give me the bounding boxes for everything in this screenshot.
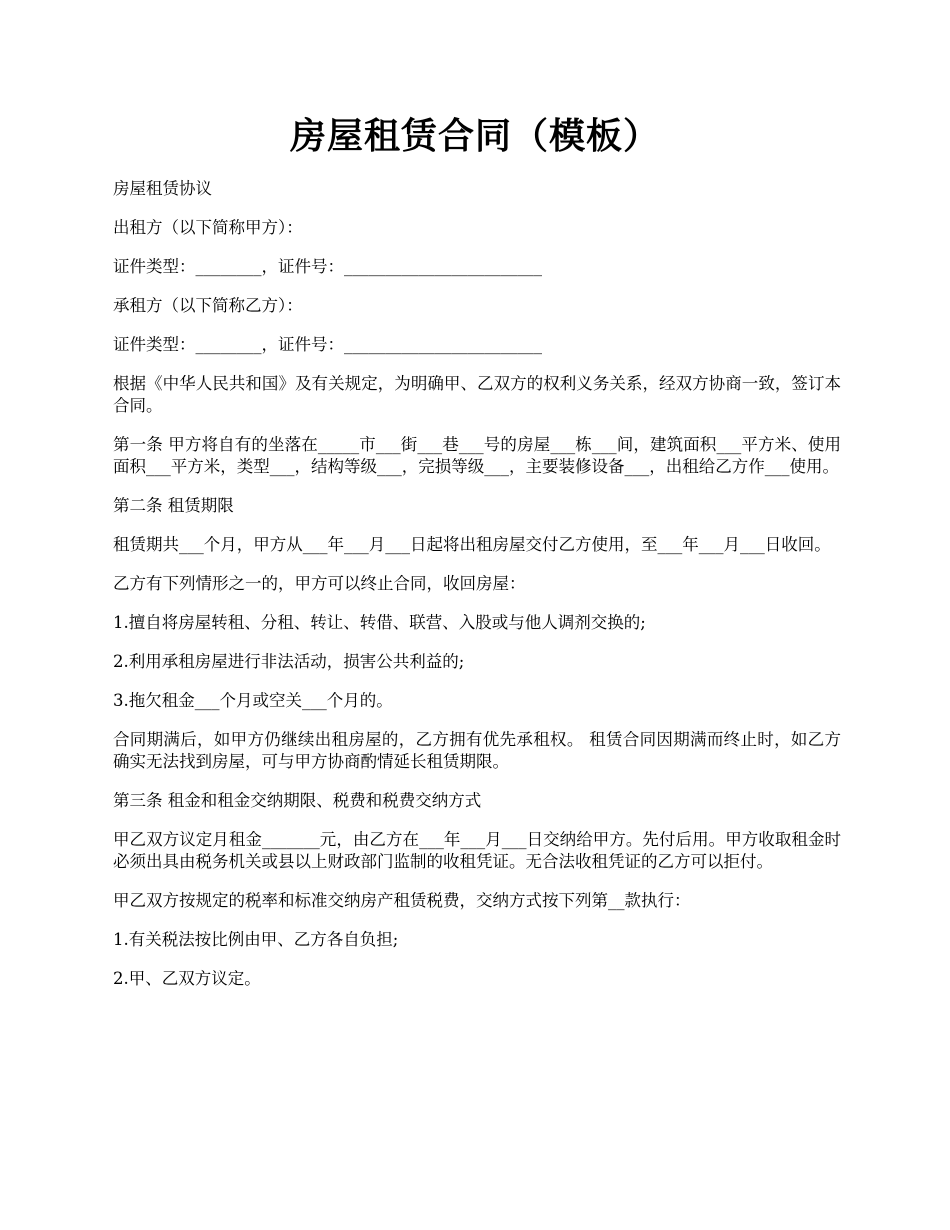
- paragraph-article-2-heading: 第二条 租赁期限: [113, 496, 234, 515]
- document-body: [113, 178, 841, 1007]
- paragraph-tax-option-1: 1.有关税法按比例由甲、乙方各自负担;: [113, 930, 399, 949]
- paragraph-heading-agreement: 房屋租赁协议: [113, 179, 212, 198]
- paragraph-tax-payment: 甲乙双方按规定的税率和标准交纳房产租赁税费，交纳方式按下列第__款执行：: [113, 891, 691, 910]
- document-title: 房屋租赁合同（模板）: [289, 115, 660, 157]
- paragraph-article-1: 第一条 甲方将自有的坐落在_____市___街___巷___号的房屋___栋___间，建筑面积___平方米、使用面积___平方米，类型___，结构等级___，完损等级___，主要装修设备___，出租给乙方作___使用。: [113, 435, 841, 476]
- paragraph-lessee: 承租方（以下简称乙方）：: [113, 296, 303, 315]
- paragraph-tax-option-2: 2.甲、乙双方议定。: [113, 969, 261, 988]
- paragraph-rent-payment: 甲乙双方议定月租金_______元，由乙方在___年___月___日交纳给甲方。先付后用。甲方收取租金时必须出具由税务机关或县以上财政部门监制的收租凭证。无合法收租凭证的乙方可以拒付。: [113, 830, 841, 871]
- paragraph-condition-3: 3.拖欠租金___个月或空关___个月的。: [113, 691, 393, 710]
- paragraph-lease-term: 租赁期共___个月，甲方从___年___月___日起将出租房屋交付乙方使用，至___年___月___日收回。: [113, 535, 831, 554]
- paragraph-condition-1: 1.擅自将房屋转租、分租、转让、转借、联营、入股或与他人调剂交换的;: [113, 613, 646, 632]
- paragraph-renewal: 合同期满后，如甲方仍继续出租房屋的，乙方拥有优先承租权。 租赁合同因期满而终止时，如乙方确实无法找到房屋，可与甲方协商酌情延长租赁期限。: [113, 730, 841, 771]
- paragraph-preamble: 根据《中华人民共和国》及有关规定，为明确甲、乙双方的权利义务关系，经双方协商一致，签订本合同。: [113, 374, 841, 415]
- paragraph-termination-conditions: 乙方有下列情形之一的，甲方可以终止合同，收回房屋：: [113, 574, 526, 593]
- paragraph-lessor: 出租方（以下简称甲方）：: [113, 218, 303, 237]
- paragraph-lessee-id: 证件类型：________，证件号：________________________: [113, 335, 542, 354]
- paragraph-lessor-id: 证件类型：________，证件号：________________________: [113, 257, 542, 276]
- paragraph-article-3-heading: 第三条 租金和租金交纳期限、税费和税费交纳方式: [113, 791, 482, 810]
- paragraph-condition-2: 2.利用承租房屋进行非法活动，损害公共利益的;: [113, 652, 465, 671]
